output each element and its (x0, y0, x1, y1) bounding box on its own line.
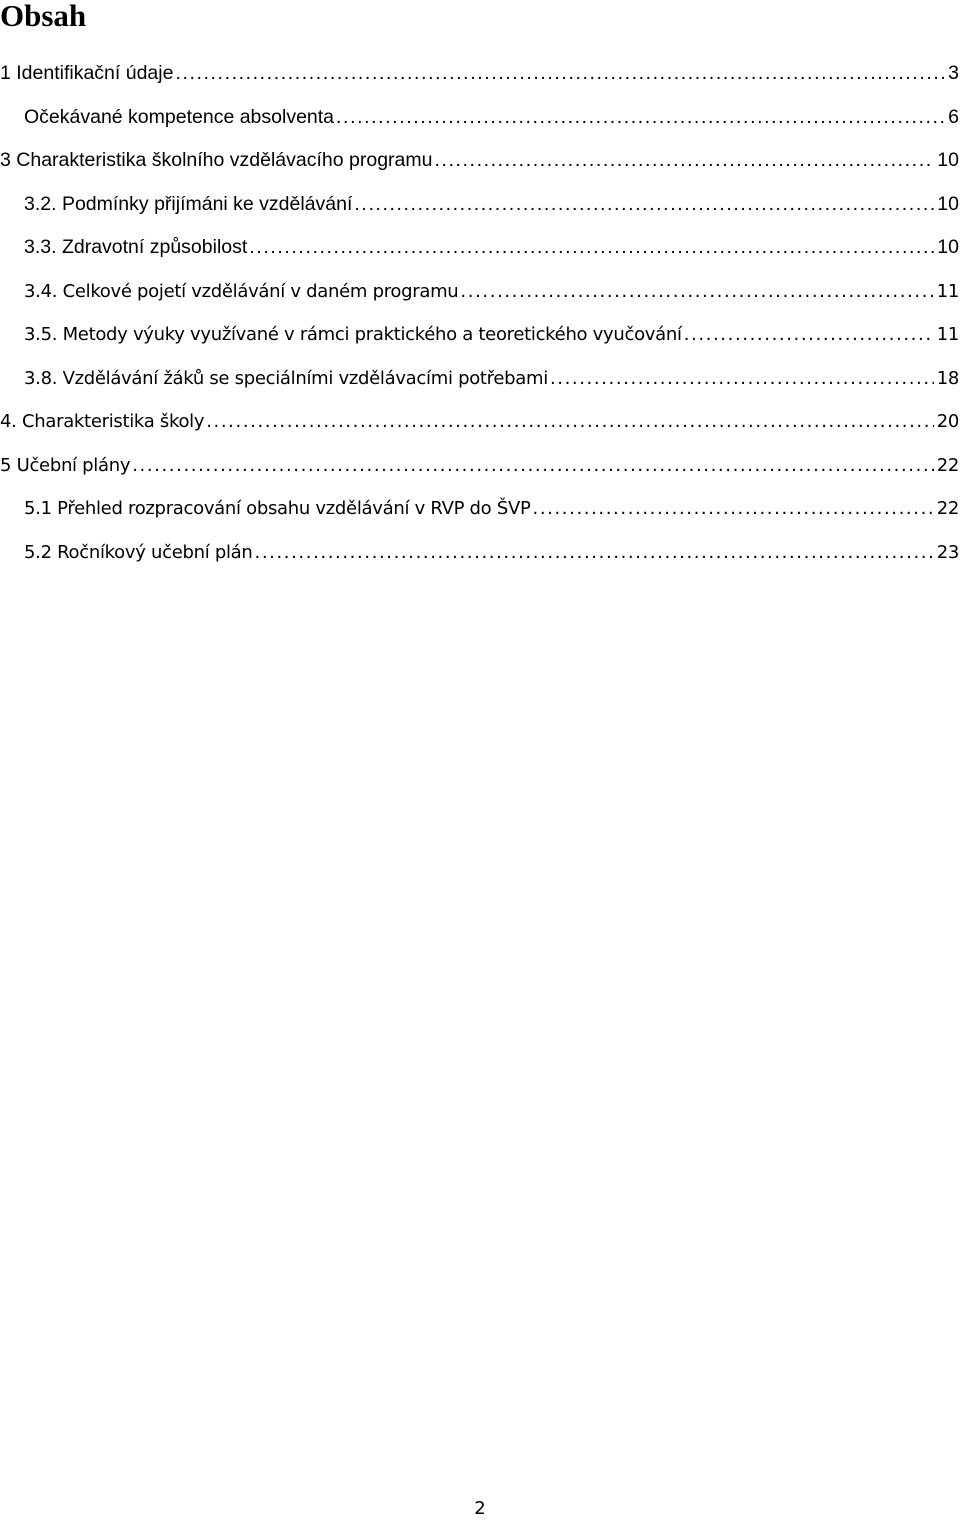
toc-entry-page: 10 (937, 192, 959, 215)
toc-entry-label: 3 Charakteristika školního vzdělávacího programu (0, 149, 433, 172)
toc-dot-leader (354, 193, 934, 216)
toc-dot-leader (206, 411, 933, 432)
toc-entry-page: 22 (936, 498, 959, 520)
toc-entry-vzdelavani-zaku-spec[interactable] (0, 357, 960, 401)
toc-dot-leader (255, 542, 934, 563)
toc-entry-label: 5.1 Přehled rozpracování obsahu vzdělávání v RVP do ŠVP (24, 498, 531, 520)
toc-entry-ucebni-plany[interactable] (0, 444, 960, 488)
toc-entry-celkove-pojeti[interactable] (0, 270, 960, 314)
toc-dot-leader (336, 106, 945, 129)
toc-dot-leader (684, 324, 934, 345)
toc-entry-page: 6 (948, 105, 959, 128)
toc-entry-podminky-prijimani[interactable] (0, 183, 960, 227)
toc-entry-label: 3.5. Metody výuky využívané v rámci praktického a teoretického vyučování (24, 324, 682, 346)
toc-entry-label: 3.3. Zdravotní způsobilost (24, 236, 248, 259)
toc-entry-page: 22 (936, 454, 959, 476)
toc-dot-leader (434, 149, 934, 172)
toc-entry-rocnikovy-plan[interactable] (0, 531, 960, 575)
toc-dot-leader (132, 455, 933, 476)
toc-entry-label: Očekávané kompetence absolventa (24, 105, 335, 128)
toc-entry-charakteristika-skoly[interactable] (0, 400, 960, 444)
toc-entry-label: 3.4. Celkové pojetí vzdělávání v daném programu (24, 280, 459, 302)
toc-entry-prehled-rozpracovani[interactable] (0, 487, 960, 531)
toc-entry-page: 11 (936, 324, 959, 346)
toc-entry-page: 18 (936, 367, 959, 389)
toc-entry-page: 11 (936, 280, 959, 302)
toc-entry-metody-vyuky[interactable] (0, 313, 960, 357)
toc-entry-label: 4. Charakteristika školy (0, 411, 205, 433)
toc-dot-leader (249, 236, 934, 259)
page-number: 2 (474, 1498, 486, 1519)
toc-dot-leader (533, 498, 934, 519)
toc-entry-page: 20 (936, 411, 959, 433)
toc-entry-page: 23 (936, 541, 959, 563)
toc-entry-zdravotni-zpusobilost[interactable] (0, 226, 960, 270)
toc-entry-label: 1 Identifikační údaje (0, 62, 174, 85)
toc-entry-label: 5.2 Ročníkový učební plán (24, 541, 253, 563)
toc-entry-label: 3.2. Podmínky přijímáni ke vzdělávání (24, 192, 353, 215)
table-of-contents (0, 52, 960, 574)
toc-entry-identifikacni-udaje[interactable] (0, 52, 960, 96)
page-title: Obsah (0, 0, 87, 33)
toc-entry-page: 3 (948, 62, 959, 85)
toc-entry-label: 5 Učební plány (0, 454, 131, 476)
toc-dot-leader (175, 62, 945, 85)
toc-entry-page: 10 (937, 149, 959, 172)
toc-dot-leader (460, 281, 933, 302)
toc-entry-ocekavane-kompetence[interactable] (0, 96, 960, 140)
toc-entry-page: 10 (937, 236, 959, 259)
toc-entry-label: 3.8. Vzdělávání žáků se speciálními vzdělávacími potřebami (24, 367, 548, 389)
toc-entry-charakteristika-svp[interactable] (0, 139, 960, 183)
toc-dot-leader (550, 368, 934, 389)
